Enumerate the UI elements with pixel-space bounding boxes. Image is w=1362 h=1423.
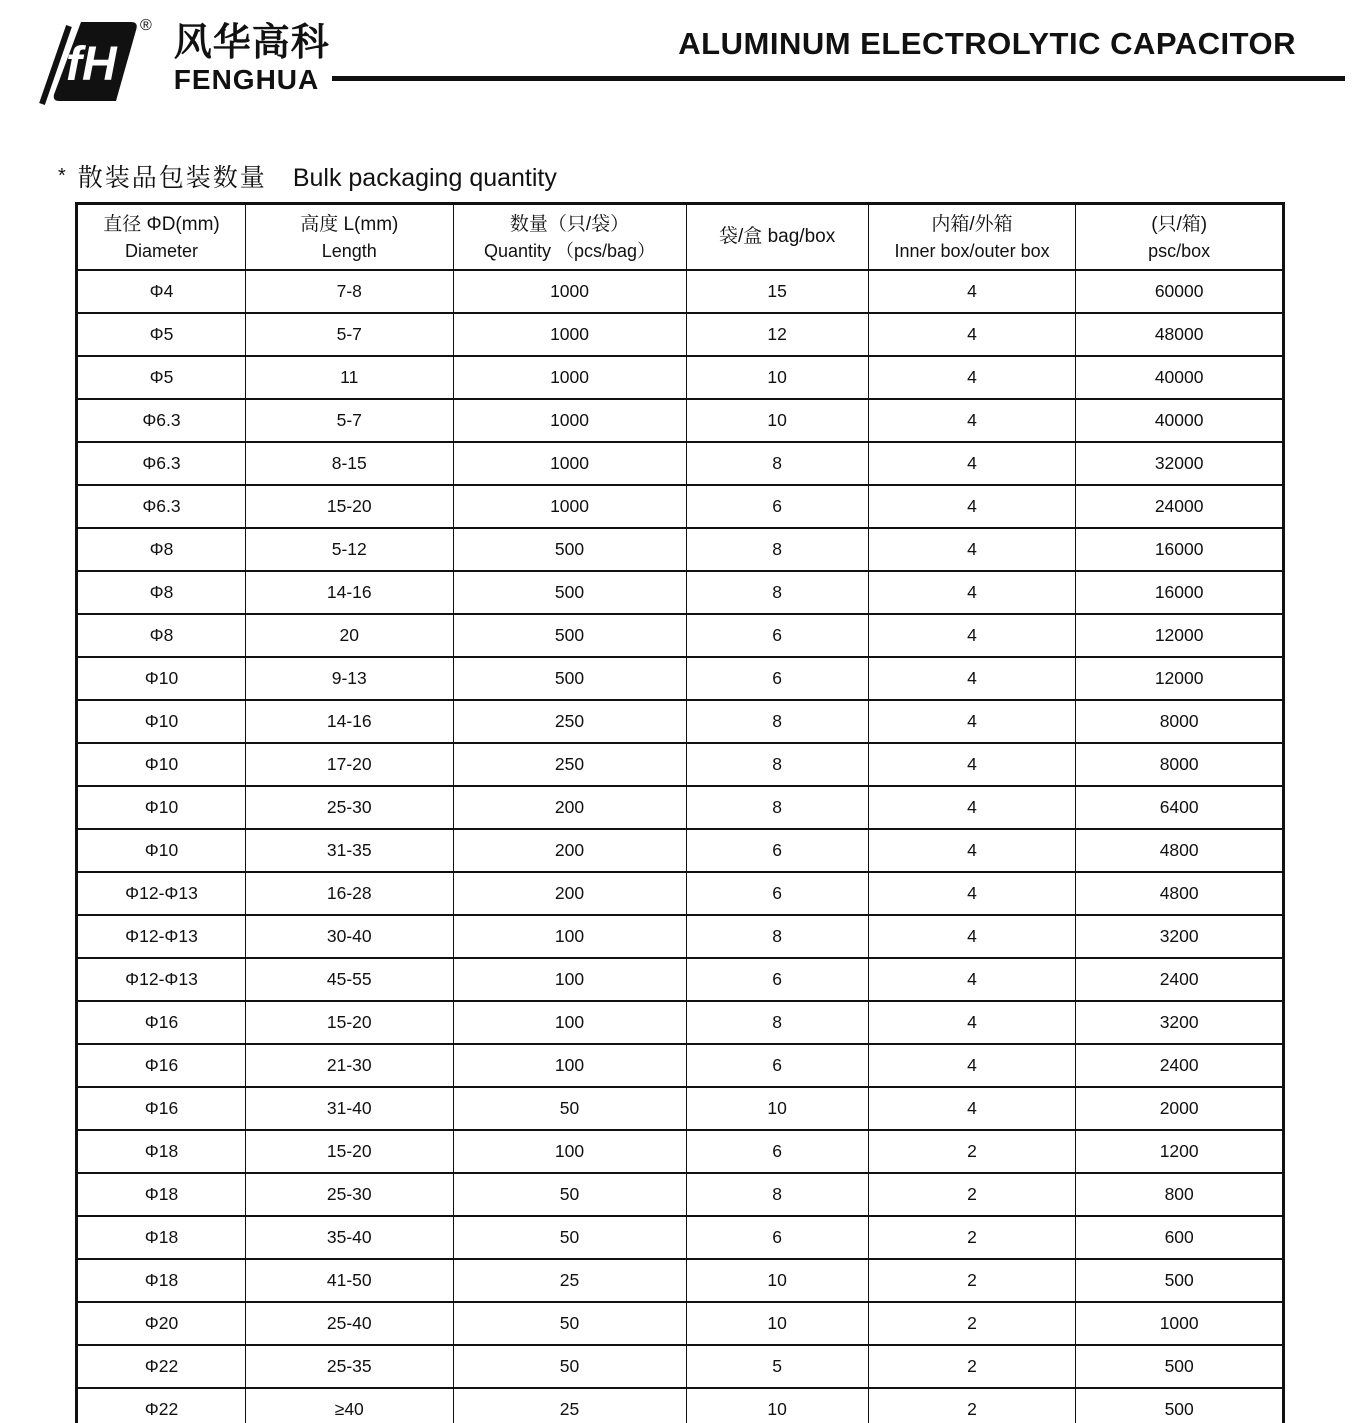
- table-cell: 8000: [1076, 700, 1284, 743]
- table-cell: 4: [868, 657, 1076, 700]
- table-cell: Φ8: [77, 528, 246, 571]
- table-cell: 4: [868, 958, 1076, 1001]
- table-cell: 16000: [1076, 571, 1284, 614]
- table-cell: Φ5: [77, 313, 246, 356]
- table-cell: 1000: [453, 356, 686, 399]
- column-header-cn: 内箱/外箱: [931, 214, 1013, 236]
- table-cell: 15: [686, 270, 868, 313]
- page-title: ALUMINUM ELECTROLYTIC CAPACITOR: [678, 26, 1296, 61]
- table-cell: 500: [453, 571, 686, 614]
- table-cell: 14-16: [245, 700, 453, 743]
- column-header-2: [245, 204, 453, 271]
- column-header-cn: (只/箱): [1151, 214, 1208, 236]
- table-cell: Φ6.3: [77, 442, 246, 485]
- table-cell: Φ6.3: [77, 399, 246, 442]
- table-cell: Φ16: [77, 1044, 246, 1087]
- table-cell: 10: [686, 1388, 868, 1423]
- table-row: [77, 1130, 1284, 1173]
- table-cell: 4: [868, 442, 1076, 485]
- table-cell: 8: [686, 743, 868, 786]
- table-cell: 32000: [1076, 442, 1284, 485]
- table-cell: 200: [453, 829, 686, 872]
- table-cell: 4: [868, 571, 1076, 614]
- table-cell: 5: [686, 1345, 868, 1388]
- table-cell: 500: [1076, 1345, 1284, 1388]
- table-cell: 12000: [1076, 657, 1284, 700]
- table-cell: 2: [868, 1345, 1076, 1388]
- table-row: [77, 1173, 1284, 1216]
- table-row: [77, 313, 1284, 356]
- table-row: [77, 829, 1284, 872]
- column-header-cn: 高度 L(mm): [300, 214, 399, 236]
- table-cell: 2: [868, 1388, 1076, 1423]
- table-row: [77, 356, 1284, 399]
- table-cell: 4: [868, 1044, 1076, 1087]
- brand-text: [174, 24, 330, 96]
- column-header-cn: 数量（只/袋）: [509, 214, 630, 236]
- table-cell: 2400: [1076, 958, 1284, 1001]
- table-cell: 100: [453, 958, 686, 1001]
- table-cell: 2000: [1076, 1087, 1284, 1130]
- table-cell: 100: [453, 915, 686, 958]
- table-cell: 12000: [1076, 614, 1284, 657]
- table-cell: Φ18: [77, 1216, 246, 1259]
- table-cell: 4: [868, 313, 1076, 356]
- table-cell: 50: [453, 1302, 686, 1345]
- table-cell: 1000: [1076, 1302, 1284, 1345]
- table-cell: Φ4: [77, 270, 246, 313]
- table-cell: 31-35: [245, 829, 453, 872]
- table-cell: 25-30: [245, 786, 453, 829]
- table-row: [77, 1044, 1284, 1087]
- table-cell: Φ18: [77, 1130, 246, 1173]
- column-header-5: [868, 204, 1076, 271]
- table-row: [77, 1302, 1284, 1345]
- table-cell: 8: [686, 915, 868, 958]
- table-cell: Φ10: [77, 657, 246, 700]
- table-cell: 9-13: [245, 657, 453, 700]
- column-header-cn: 袋/盒 bag/box: [719, 226, 836, 248]
- table-row: [77, 657, 1284, 700]
- table-cell: 5-7: [245, 313, 453, 356]
- table-cell: 10: [686, 1259, 868, 1302]
- table-cell: 4: [868, 485, 1076, 528]
- section-bullet: *: [58, 165, 66, 187]
- fenghua-logo-icon: [28, 16, 148, 106]
- table-cell: 100: [453, 1044, 686, 1087]
- table-cell: Φ12-Φ13: [77, 958, 246, 1001]
- table-row: [77, 872, 1284, 915]
- table-cell: 48000: [1076, 313, 1284, 356]
- table-cell: 2: [868, 1302, 1076, 1345]
- table-cell: 8: [686, 786, 868, 829]
- table-cell: 15-20: [245, 1130, 453, 1173]
- table-cell: 500: [453, 614, 686, 657]
- table-cell: Φ20: [77, 1302, 246, 1345]
- table-cell: 3200: [1076, 1001, 1284, 1044]
- table-cell: 25-30: [245, 1173, 453, 1216]
- table-cell: 4: [868, 700, 1076, 743]
- table-cell: 50: [453, 1173, 686, 1216]
- table-cell: 600: [1076, 1216, 1284, 1259]
- table-cell: 40000: [1076, 399, 1284, 442]
- registered-trademark-symbol: ®: [140, 17, 152, 34]
- table-cell: 50: [453, 1216, 686, 1259]
- table-cell: 4: [868, 1087, 1076, 1130]
- table-row: [77, 1345, 1284, 1388]
- table-cell: 16-28: [245, 872, 453, 915]
- table-cell: 20: [245, 614, 453, 657]
- table-cell: 25-40: [245, 1302, 453, 1345]
- table-row: [77, 1001, 1284, 1044]
- table-cell: 30-40: [245, 915, 453, 958]
- table-cell: 1000: [453, 485, 686, 528]
- table-cell: Φ12-Φ13: [77, 915, 246, 958]
- table-cell: 500: [453, 528, 686, 571]
- table-cell: 10: [686, 1302, 868, 1345]
- table-row: [77, 442, 1284, 485]
- table-cell: 8-15: [245, 442, 453, 485]
- column-header-en: Length: [321, 240, 377, 261]
- table-cell: 50: [453, 1087, 686, 1130]
- table-cell: Φ8: [77, 614, 246, 657]
- table-cell: 100: [453, 1001, 686, 1044]
- table-cell: 6: [686, 829, 868, 872]
- table-cell: 4: [868, 743, 1076, 786]
- table-cell: 2: [868, 1130, 1076, 1173]
- table-cell: Φ22: [77, 1345, 246, 1388]
- table-cell: 11: [245, 356, 453, 399]
- table-cell: 2: [868, 1173, 1076, 1216]
- table-cell: 10: [686, 399, 868, 442]
- table-cell: 5-7: [245, 399, 453, 442]
- table-cell: 4: [868, 872, 1076, 915]
- table-cell: 100: [453, 1130, 686, 1173]
- table-row: [77, 700, 1284, 743]
- table-cell: 8: [686, 528, 868, 571]
- table-cell: 1000: [453, 313, 686, 356]
- table-cell: 4: [868, 829, 1076, 872]
- table-row: [77, 528, 1284, 571]
- table-cell: 24000: [1076, 485, 1284, 528]
- table-cell: 800: [1076, 1173, 1284, 1216]
- section-title-cn: 散装品包装数量: [77, 164, 267, 192]
- table-row: [77, 1259, 1284, 1302]
- table-cell: 5-12: [245, 528, 453, 571]
- table-cell: 4: [868, 1001, 1076, 1044]
- table-cell: 6: [686, 485, 868, 528]
- column-header-en: Inner box/outer box: [894, 240, 1050, 261]
- section-title-en: Bulk packaging quantity: [292, 164, 557, 192]
- table-cell: 200: [453, 786, 686, 829]
- table-cell: 8000: [1076, 743, 1284, 786]
- table-cell: 21-30: [245, 1044, 453, 1087]
- table-cell: 15-20: [245, 1001, 453, 1044]
- table-cell: 2400: [1076, 1044, 1284, 1087]
- table-cell: Φ5: [77, 356, 246, 399]
- table-body: [77, 270, 1284, 1423]
- table-cell: 40000: [1076, 356, 1284, 399]
- table-cell: Φ18: [77, 1173, 246, 1216]
- column-header-4: [686, 204, 868, 271]
- table-cell: 1000: [453, 399, 686, 442]
- table-cell: 45-55: [245, 958, 453, 1001]
- table-cell: ≥40: [245, 1388, 453, 1423]
- table-cell: 10: [686, 1087, 868, 1130]
- table-cell: 4: [868, 614, 1076, 657]
- table-cell: 6400: [1076, 786, 1284, 829]
- bulk-packaging-table: [75, 202, 1285, 1423]
- table-cell: 6: [686, 614, 868, 657]
- column-header-3: [453, 204, 686, 271]
- table-row: [77, 1388, 1284, 1423]
- table-cell: Φ12-Φ13: [77, 872, 246, 915]
- table-cell: 60000: [1076, 270, 1284, 313]
- table-cell: 8: [686, 1001, 868, 1044]
- table-cell: 3200: [1076, 915, 1284, 958]
- table-cell: 4: [868, 399, 1076, 442]
- table-cell: 1000: [453, 442, 686, 485]
- table-cell: Φ10: [77, 786, 246, 829]
- table-cell: Φ18: [77, 1259, 246, 1302]
- column-header-cn: 直径 ΦD(mm): [103, 214, 220, 236]
- table-cell: 7-8: [245, 270, 453, 313]
- column-header-en: psc/box: [1148, 240, 1211, 261]
- table-row: [77, 485, 1284, 528]
- column-header-en: Diameter: [124, 240, 198, 261]
- table-cell: 2: [868, 1216, 1076, 1259]
- table-cell: 500: [1076, 1259, 1284, 1302]
- table-cell: Φ10: [77, 743, 246, 786]
- table-cell: 6: [686, 958, 868, 1001]
- table-cell: 31-40: [245, 1087, 453, 1130]
- column-header-1: [77, 204, 246, 271]
- table-cell: Φ10: [77, 700, 246, 743]
- table-cell: Φ6.3: [77, 485, 246, 528]
- table-cell: 6: [686, 1216, 868, 1259]
- table-cell: Φ16: [77, 1087, 246, 1130]
- table-cell: 17-20: [245, 743, 453, 786]
- column-header-en: Quantity （pcs/bag）: [483, 240, 656, 261]
- table-cell: 4800: [1076, 829, 1284, 872]
- table-cell: 250: [453, 700, 686, 743]
- table-cell: 16000: [1076, 528, 1284, 571]
- table-cell: 8: [686, 571, 868, 614]
- table-cell: 6: [686, 1130, 868, 1173]
- column-header-6: [1076, 204, 1284, 271]
- table-row: [77, 786, 1284, 829]
- table-row: [77, 743, 1284, 786]
- table-cell: 35-40: [245, 1216, 453, 1259]
- brand-logo: [28, 16, 330, 106]
- table-cell: 4800: [1076, 872, 1284, 915]
- table-cell: 2: [868, 1259, 1076, 1302]
- table-row: [77, 1216, 1284, 1259]
- table-cell: 8: [686, 700, 868, 743]
- table-cell: 500: [453, 657, 686, 700]
- table-cell: 25: [453, 1388, 686, 1423]
- table-header: [77, 204, 1284, 271]
- table-row: [77, 270, 1284, 313]
- table-cell: 41-50: [245, 1259, 453, 1302]
- table-cell: 25: [453, 1259, 686, 1302]
- table-cell: 14-16: [245, 571, 453, 614]
- table-cell: 15-20: [245, 485, 453, 528]
- table-row: [77, 614, 1284, 657]
- table-cell: 6: [686, 872, 868, 915]
- table-cell: 6: [686, 657, 868, 700]
- brand-name-cn: 风华高科: [173, 22, 330, 64]
- table-cell: 250: [453, 743, 686, 786]
- brand-name-en: FENGHUA: [173, 63, 320, 95]
- table-cell: 1200: [1076, 1130, 1284, 1173]
- logo-monogram: fH: [66, 38, 117, 91]
- table-cell: Φ10: [77, 829, 246, 872]
- table-cell: Φ8: [77, 571, 246, 614]
- table-row: [77, 915, 1284, 958]
- table-row: [77, 399, 1284, 442]
- table-cell: 4: [868, 528, 1076, 571]
- table-row: [77, 571, 1284, 614]
- table-cell: 4: [868, 356, 1076, 399]
- table-cell: 8: [686, 442, 868, 485]
- table-cell: 200: [453, 872, 686, 915]
- table-cell: 4: [868, 786, 1076, 829]
- header-rule: [332, 76, 1345, 81]
- table-cell: 10: [686, 356, 868, 399]
- table-cell: 12: [686, 313, 868, 356]
- table-cell: 1000: [453, 270, 686, 313]
- table-header-row: [77, 204, 1284, 271]
- table-cell: 50: [453, 1345, 686, 1388]
- table-cell: 4: [868, 915, 1076, 958]
- table-row: [77, 958, 1284, 1001]
- table-cell: 4: [868, 270, 1076, 313]
- table-cell: 8: [686, 1173, 868, 1216]
- table-cell: 25-35: [245, 1345, 453, 1388]
- table-row: [77, 1087, 1284, 1130]
- table-cell: 6: [686, 1044, 868, 1087]
- section-heading: [58, 158, 557, 194]
- table-cell: 500: [1076, 1388, 1284, 1423]
- table-cell: Φ22: [77, 1388, 246, 1423]
- table-cell: Φ16: [77, 1001, 246, 1044]
